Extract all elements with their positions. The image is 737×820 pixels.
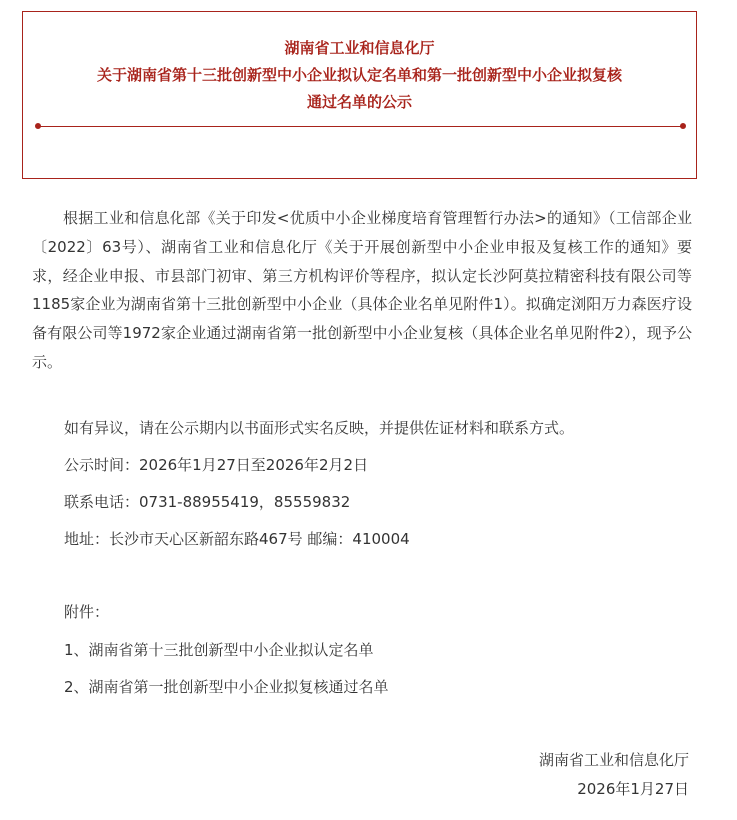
divider-right-dot: [680, 123, 686, 129]
divider-left-dot: [35, 123, 41, 129]
notice-header: [22, 11, 697, 179]
header-divider: [38, 126, 684, 127]
publicity-period: 公示时间：2026年1月27日至2026年2月2日: [64, 456, 369, 474]
contact-phone: 联系电话：0731-88955419，85559832: [64, 493, 351, 511]
attachments-label: 附件：: [64, 603, 110, 621]
header-title-line1: 关于湖南省第十三批创新型中小企业拟认定名单和第一批创新型中小企业拟复核: [96, 66, 622, 84]
attachment-item-1[interactable]: 1、湖南省第十三批创新型中小企业拟认定名单: [64, 641, 374, 659]
attachment-item-2[interactable]: 2、湖南省第一批创新型中小企业拟复核通过名单: [64, 678, 389, 696]
signature-date: 2026年1月27日: [577, 780, 689, 798]
objection-text: 如有异议，请在公示期内以书面形式实名反映，并提供佐证材料和联系方式。: [64, 419, 575, 437]
signature-org: 湖南省工业和信息化厅: [538, 751, 689, 769]
header-title-line2: 通过名单的公示: [306, 93, 412, 111]
header-org: 湖南省工业和信息化厅: [284, 39, 435, 57]
body-paragraph-main: 根据工业和信息化部《关于印发<优质中小企业梯度培育管理暂行办法>的通知》（工信部企业〔2022〕63号）、湖南省工业和信息化厅《关于开展创新型中小企业申报及复核工作的通知》要求，经企业申报、市县部门初审、第三方机构评价等程序，拟认定长沙阿莫拉精密科技有限公司等1185家企业为湖南省第十三批创新型中小企业（具体企业名单见附件1）。拟确定浏阳万力森医疗设备有限公司等1972家企业通过湖南省第一批创新型中小企业复核（具体企业名单见附件2），现予公示。: [32, 209, 692, 371]
contact-address: 地址：长沙市天心区新韶东路467号 邮编：410004: [64, 530, 410, 548]
